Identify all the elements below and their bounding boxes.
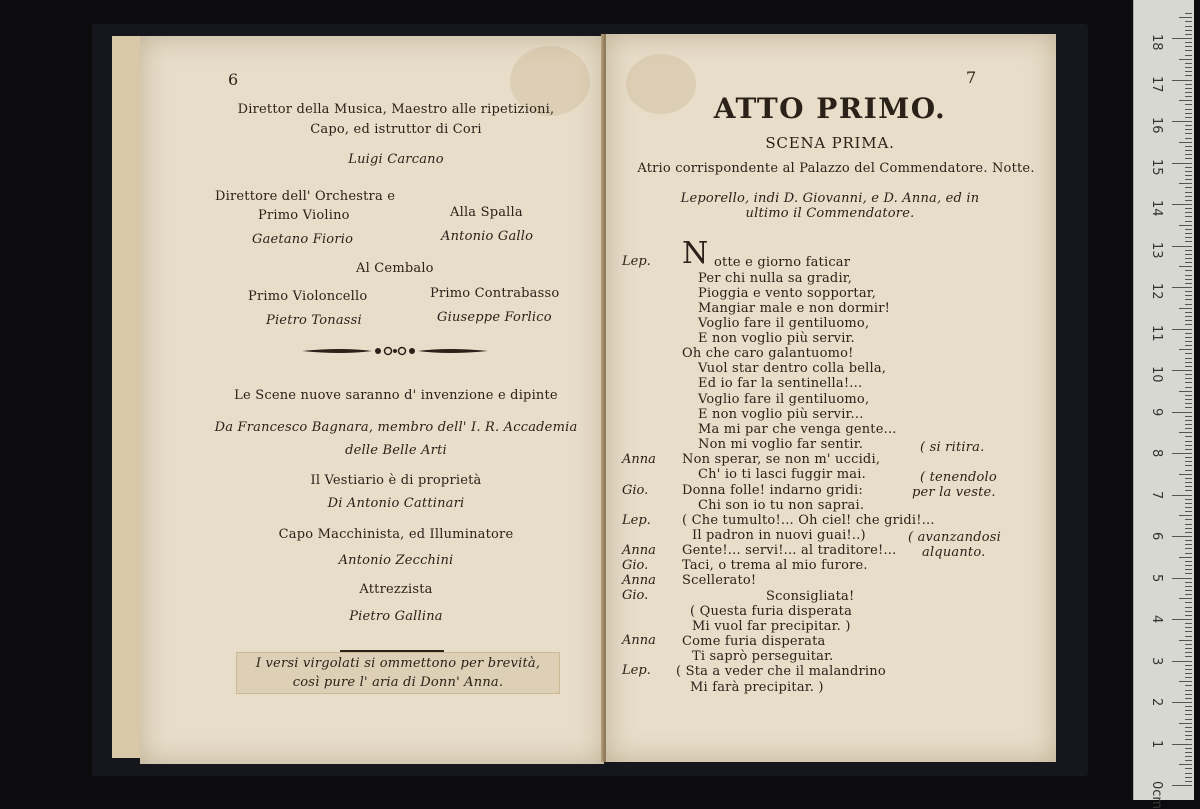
- ruler-tick: [1185, 88, 1192, 89]
- ruler-tick: [1185, 503, 1192, 504]
- credit-name: Gaetano Fiorio: [252, 232, 354, 247]
- libretto-line: Mi vuol far precipitar. ): [692, 619, 851, 634]
- ruler-tick: [1185, 690, 1192, 691]
- credit-line: Primo Violino: [258, 208, 350, 223]
- libretto-line: Non sperar, se non m' uccidi,: [682, 452, 881, 467]
- ruler-tick: [1185, 565, 1192, 566]
- ruler-tick: [1185, 714, 1192, 715]
- libretto-line: Voglio fare il gentiluomo,: [698, 392, 870, 407]
- ruler-tick: [1185, 374, 1192, 375]
- ruler-tick: [1185, 548, 1192, 549]
- libretto-line: Non mi voglio far sentir.: [698, 437, 864, 452]
- ruler-tick: [1185, 590, 1192, 591]
- characters-line: ultimo il Commendatore.: [745, 206, 915, 221]
- ruler-tick: [1179, 308, 1192, 309]
- libretto-line: ( Questa furia disperata: [690, 604, 853, 619]
- ruler-tick: [1185, 482, 1192, 483]
- ruler-tick: [1185, 544, 1192, 545]
- ruler-tick: [1185, 221, 1192, 222]
- characters-line: Leporello, indi D. Giovanni, e D. Anna, ed in: [680, 191, 980, 206]
- ruler-tick: [1185, 312, 1192, 313]
- ruler-tick: [1185, 200, 1192, 201]
- ruler-tick: [1185, 34, 1192, 35]
- ruler-tick: [1185, 486, 1192, 487]
- ruler-tick: [1179, 142, 1192, 143]
- ruler-tick: [1185, 341, 1192, 342]
- credit-line: Primo Contrabasso: [430, 286, 560, 301]
- ruler-tick: [1185, 30, 1192, 31]
- ruler-label: 13: [1149, 241, 1164, 259]
- libretto-line: Sconsigliata!: [766, 589, 855, 604]
- ruler-tick: [1172, 702, 1192, 703]
- libretto-line: E non voglio più servir.: [698, 331, 855, 346]
- ruler-tick: [1185, 594, 1192, 595]
- ruler-tick: [1172, 495, 1192, 496]
- speaker-label: Anna: [622, 452, 656, 467]
- libretto-line: Ma mi par che venga gente...: [698, 422, 897, 437]
- ruler-tick: [1185, 138, 1192, 139]
- ruler-tick: [1185, 416, 1192, 417]
- ruler-tick: [1185, 395, 1192, 396]
- ruler-tick: [1185, 283, 1192, 284]
- ruler-tick: [1185, 731, 1192, 732]
- ruler-tick: [1179, 225, 1192, 226]
- credit-line: Capo Macchinista, ed Illuminatore: [278, 527, 514, 542]
- ruler-tick: [1185, 75, 1192, 76]
- ruler-tick: [1185, 457, 1192, 458]
- speaker-label: Gio.: [622, 558, 649, 573]
- ruler-tick: [1179, 598, 1192, 599]
- credit-line: Il Vestiario è di proprietà: [310, 473, 482, 488]
- ruler-tick: [1185, 179, 1192, 180]
- ruler-tick: [1185, 279, 1192, 280]
- credit-line: Direttor della Musica, Maestro alle ripetizioni,: [237, 102, 555, 117]
- ruler-tick: [1185, 631, 1192, 632]
- ruler-label: 15: [1149, 158, 1164, 176]
- ruler-tick: [1185, 752, 1192, 753]
- libretto-line: Gente!... servi!... al traditore!...: [682, 543, 897, 558]
- ruler-tick: [1185, 735, 1192, 736]
- ruler-tick: [1185, 324, 1192, 325]
- speaker-label: Anna: [622, 543, 656, 558]
- libretto-line: Ch' io ti lasci fuggir mai.: [698, 467, 866, 482]
- ruler-tick: [1179, 474, 1192, 475]
- ruler-tick: [1185, 187, 1192, 188]
- ruler-label: 5: [1149, 573, 1164, 582]
- libretto-line: Ti saprò perseguitar.: [692, 649, 834, 664]
- speaker-label: Lep.: [622, 513, 651, 528]
- ruler-tick: [1179, 723, 1192, 724]
- note-line: così pure l' aria di Donn' Anna.: [292, 675, 504, 690]
- credit-line: Alla Spalla: [450, 205, 523, 220]
- page-number-right: 7: [966, 68, 977, 87]
- libretto-line: Taci, o trema al mio furore.: [682, 558, 868, 573]
- ruler-tick: [1185, 478, 1192, 479]
- ruler-tick: [1185, 420, 1192, 421]
- ruler-tick: [1185, 150, 1192, 151]
- ruler-tick: [1185, 615, 1192, 616]
- ruler-tick: [1185, 175, 1192, 176]
- credit-line: delle Belle Arti: [345, 443, 447, 458]
- ruler-tick: [1185, 669, 1192, 670]
- ruler-tick: [1185, 727, 1192, 728]
- ruler-tick: [1185, 387, 1192, 388]
- stage-direction: ( tenendolo: [920, 470, 997, 485]
- ruler-tick: [1185, 582, 1192, 583]
- ruler-tick: [1185, 470, 1192, 471]
- ruler-tick: [1185, 685, 1192, 686]
- ruler-tick: [1185, 611, 1192, 612]
- ruler-tick: [1185, 403, 1192, 404]
- credit-line: Attrezzista: [359, 582, 433, 597]
- ruler-tick: [1172, 536, 1192, 537]
- ruler-tick: [1185, 607, 1192, 608]
- ruler-tick: [1179, 515, 1192, 516]
- ruler-tick: [1172, 38, 1192, 39]
- credit-name: Pietro Gallina: [349, 609, 443, 624]
- ruler-tick: [1185, 125, 1192, 126]
- ruler-tick: [1185, 706, 1192, 707]
- ruler-tick: [1185, 519, 1192, 520]
- ruler-tick: [1179, 100, 1192, 101]
- ruler-tick: [1185, 71, 1192, 72]
- libretto-line: otte e giorno faticar: [714, 255, 851, 270]
- ruler-tick: [1172, 785, 1192, 786]
- stage-direction: per la veste.: [912, 485, 996, 500]
- ruler-tick: [1185, 129, 1192, 130]
- ruler-tick: [1172, 246, 1192, 247]
- ruler-tick: [1185, 353, 1192, 354]
- ruler-label: 12: [1149, 283, 1164, 300]
- ruler-tick: [1185, 291, 1192, 292]
- ruler-label: 17: [1149, 75, 1164, 93]
- libretto-line: Il padron in nuovi guai!..): [692, 528, 866, 543]
- ruler-tick: [1185, 407, 1192, 408]
- ruler-tick: [1179, 266, 1192, 267]
- ruler-tick: [1185, 507, 1192, 508]
- speaker-label: Lep.: [622, 254, 651, 269]
- stage-direction: ( avanzandosi: [908, 530, 1001, 545]
- ruler-tick: [1185, 241, 1192, 242]
- note-line: I versi virgolati si ommettono per brevità,: [255, 656, 541, 671]
- libretto-line: Vuol star dentro colla bella,: [698, 361, 887, 376]
- ruler-tick: [1172, 661, 1192, 662]
- ruler-tick: [1185, 436, 1192, 437]
- ruler-tick: [1185, 760, 1192, 761]
- ruler-tick: [1185, 233, 1192, 234]
- ruler-tick: [1185, 299, 1192, 300]
- ruler-tick: [1185, 67, 1192, 68]
- ruler-tick: [1185, 627, 1192, 628]
- ruler-tick: [1172, 453, 1192, 454]
- ruler-tick: [1185, 768, 1192, 769]
- ruler-tick: [1185, 573, 1192, 574]
- ruler-tick: [1185, 445, 1192, 446]
- credit-line: Da Francesco Bagnara, membro dell' I. R. Accademia: [214, 420, 578, 435]
- credit-name: Antonio Gallo: [441, 229, 534, 244]
- ruler-tick: [1185, 694, 1192, 695]
- ruler-label: 2: [1149, 698, 1164, 707]
- ruler-tick: [1185, 648, 1192, 649]
- ruler-tick: [1185, 366, 1192, 367]
- ruler-tick: [1185, 117, 1192, 118]
- libretto-line: Oh che caro galantuomo!: [682, 346, 854, 361]
- ruler-tick: [1185, 196, 1192, 197]
- credit-line: Capo, ed istruttor di Cori: [310, 122, 482, 137]
- credit-line: Primo Violoncello: [248, 289, 368, 304]
- ruler-tick: [1185, 345, 1192, 346]
- ruler-tick: [1185, 490, 1192, 491]
- ruler-tick: [1185, 428, 1192, 429]
- ruler-label: 7: [1149, 490, 1164, 499]
- ruler-tick: [1185, 216, 1192, 217]
- ruler-tick: [1185, 399, 1192, 400]
- ruler-label: 0cm: [1149, 781, 1164, 809]
- ruler-tick: [1185, 63, 1192, 64]
- ruler-tick: [1185, 756, 1192, 757]
- ruler-tick: [1185, 739, 1192, 740]
- ruler-tick: [1185, 208, 1192, 209]
- ruler-label: 9: [1149, 407, 1164, 416]
- ruler-label: 16: [1149, 117, 1164, 134]
- ruler-tick: [1185, 154, 1192, 155]
- ruler-label: 10: [1149, 366, 1164, 383]
- ruler-label: 6: [1149, 532, 1164, 541]
- ruler-tick: [1185, 461, 1192, 462]
- ruler-tick: [1185, 677, 1192, 678]
- ruler-tick: [1185, 50, 1192, 51]
- ruler-tick: [1185, 171, 1192, 172]
- credit-name: Giuseppe Forlico: [437, 310, 552, 325]
- libretto-line: Voglio fare il gentiluomo,: [698, 316, 870, 331]
- ruler-tick: [1185, 167, 1192, 168]
- ruler-tick: [1185, 777, 1192, 778]
- stage-direction: ( si ritira.: [920, 440, 985, 455]
- ruler-tick: [1185, 262, 1192, 263]
- ruler-tick: [1185, 553, 1192, 554]
- credit-name: Pietro Tonassi: [266, 313, 362, 328]
- ruler-tick: [1185, 113, 1192, 114]
- ruler-tick: [1185, 511, 1192, 512]
- ruler-tick: [1185, 146, 1192, 147]
- ruler-tick: [1185, 673, 1192, 674]
- ruler-tick: [1179, 349, 1192, 350]
- ruler-tick: [1185, 499, 1192, 500]
- libretto-line: Come furia disperata: [682, 634, 826, 649]
- libretto-line: ( Che tumulto!... Oh ciel! che gridi!...: [682, 513, 935, 528]
- ruler-tick: [1179, 764, 1192, 765]
- ruler-tick: [1172, 287, 1192, 288]
- speaker-label: Gio.: [622, 483, 649, 498]
- ruler-tick: [1185, 781, 1192, 782]
- speaker-label: Gio.: [622, 588, 649, 603]
- libretto-line: Pioggia e vento sopportar,: [698, 286, 877, 301]
- ruler-tick: [1185, 378, 1192, 379]
- libretto-line: Donna folle! indarno gridi:: [682, 483, 863, 498]
- ruler-tick: [1185, 21, 1192, 22]
- ruler-tick: [1185, 237, 1192, 238]
- page-number-left: 6: [228, 70, 239, 89]
- ruler-label: 1: [1149, 739, 1164, 748]
- ruler-tick: [1185, 133, 1192, 134]
- ruler-tick: [1185, 773, 1192, 774]
- libretto-line: Mangiar male e non dormir!: [698, 301, 891, 316]
- ruler-tick: [1172, 80, 1192, 81]
- ruler-tick: [1185, 337, 1192, 338]
- ruler-tick: [1172, 121, 1192, 122]
- credit-name: Antonio Zecchini: [338, 553, 454, 568]
- ruler-tick: [1185, 84, 1192, 85]
- drop-cap: N: [682, 236, 709, 271]
- ruler-tick: [1185, 275, 1192, 276]
- ruler-tick: [1172, 412, 1192, 413]
- ruler-tick: [1185, 295, 1192, 296]
- ruler-tick: [1185, 304, 1192, 305]
- credit-name: Luigi Carcano: [348, 152, 444, 167]
- ruler-tick: [1185, 26, 1192, 27]
- ruler-tick: [1185, 710, 1192, 711]
- ruler-label: 18: [1149, 34, 1164, 51]
- ruler-tick: [1172, 619, 1192, 620]
- ruler-tick: [1185, 698, 1192, 699]
- scene-title: SCENA PRIMA.: [765, 134, 895, 152]
- ruler-tick: [1185, 532, 1192, 533]
- ruler-tick: [1185, 449, 1192, 450]
- ruler-label: 3: [1149, 656, 1164, 665]
- ruler-tick: [1185, 540, 1192, 541]
- libretto-line: Chi son io tu non saprai.: [698, 498, 865, 513]
- ruler-tick: [1185, 441, 1192, 442]
- ruler-tick: [1185, 586, 1192, 587]
- ruler-tick: [1185, 158, 1192, 159]
- measuring-ruler: [1133, 0, 1194, 809]
- libretto-line: Ed io far la sentinella!...: [698, 376, 863, 391]
- libretto-line: E non voglio più servir...: [698, 407, 864, 422]
- ruler-tick: [1185, 656, 1192, 657]
- ruler-tick: [1179, 432, 1192, 433]
- ruler-tick: [1185, 569, 1192, 570]
- ruler-tick: [1185, 96, 1192, 97]
- ruler-tick: [1172, 163, 1192, 164]
- ruler-tick: [1185, 561, 1192, 562]
- ruler-label: 8: [1149, 449, 1164, 458]
- ruler-tick: [1185, 719, 1192, 720]
- ruler-tick: [1185, 42, 1192, 43]
- ruler-tick: [1185, 92, 1192, 93]
- ruler-tick: [1185, 602, 1192, 603]
- ruler-tick: [1179, 557, 1192, 558]
- ruler-tick: [1185, 229, 1192, 230]
- ornament-divider: [302, 345, 488, 357]
- ruler-tick: [1185, 748, 1192, 749]
- ruler-tick: [1185, 465, 1192, 466]
- ruler-tick: [1185, 192, 1192, 193]
- ruler-tick: [1185, 665, 1192, 666]
- ruler-tick: [1185, 13, 1192, 14]
- scene-setting: Atrio corrispondente al Palazzo del Commendatore. Notte.: [637, 161, 1035, 176]
- ruler-tick: [1185, 424, 1192, 425]
- speaker-label: Lep.: [622, 663, 651, 678]
- ruler-tick: [1179, 183, 1192, 184]
- act-title: ATTO PRIMO.: [713, 92, 947, 125]
- ruler-tick: [1185, 362, 1192, 363]
- ruler-tick: [1179, 59, 1192, 60]
- ruler-label: 11: [1149, 324, 1164, 342]
- credit-line: Al Cembalo: [356, 261, 434, 276]
- stage-direction: alquanto.: [922, 545, 986, 560]
- ruler-tick: [1179, 17, 1192, 18]
- ruler-label: 14: [1149, 200, 1164, 217]
- libretto-line: Per chi nulla sa gradir,: [698, 271, 853, 286]
- ruler-tick: [1185, 333, 1192, 334]
- ruler-tick: [1185, 212, 1192, 213]
- speaker-label: Anna: [622, 573, 656, 588]
- speaker-label: Anna: [622, 633, 656, 648]
- libretto-line: Mi farà precipitar. ): [690, 680, 824, 695]
- ruler-tick: [1185, 258, 1192, 259]
- ruler-tick: [1185, 254, 1192, 255]
- ruler-tick: [1185, 270, 1192, 271]
- ruler-tick: [1185, 104, 1192, 105]
- ruler-tick: [1185, 382, 1192, 383]
- ruler-label: 4: [1149, 615, 1164, 624]
- ruler-tick: [1185, 644, 1192, 645]
- credit-line: Direttore dell' Orchestra e: [215, 189, 396, 204]
- ruler-tick: [1179, 681, 1192, 682]
- credit-line: Le Scene nuove saranno d' invenzione e dipinte: [234, 388, 558, 403]
- ruler-tick: [1185, 636, 1192, 637]
- ruler-tick: [1172, 744, 1192, 745]
- ruler-tick: [1179, 391, 1192, 392]
- ruler-tick: [1172, 370, 1192, 371]
- ruler-tick: [1185, 55, 1192, 56]
- ruler-tick: [1185, 109, 1192, 110]
- ruler-tick: [1185, 623, 1192, 624]
- credit-name: Di Antonio Cattinari: [327, 496, 465, 511]
- ruler-tick: [1185, 528, 1192, 529]
- ruler-tick: [1185, 524, 1192, 525]
- ruler-tick: [1185, 652, 1192, 653]
- ruler-tick: [1185, 358, 1192, 359]
- ruler-tick: [1185, 250, 1192, 251]
- ruler-tick: [1172, 578, 1192, 579]
- libretto-line: ( Sta a veder che il malandrino: [676, 664, 886, 679]
- libretto-line: Scellerato!: [682, 573, 757, 588]
- ruler-tick: [1185, 320, 1192, 321]
- ruler-tick: [1185, 46, 1192, 47]
- ruler-tick: [1172, 204, 1192, 205]
- ruler-tick: [1172, 329, 1192, 330]
- ruler-tick: [1179, 640, 1192, 641]
- ruler-tick: [1185, 316, 1192, 317]
